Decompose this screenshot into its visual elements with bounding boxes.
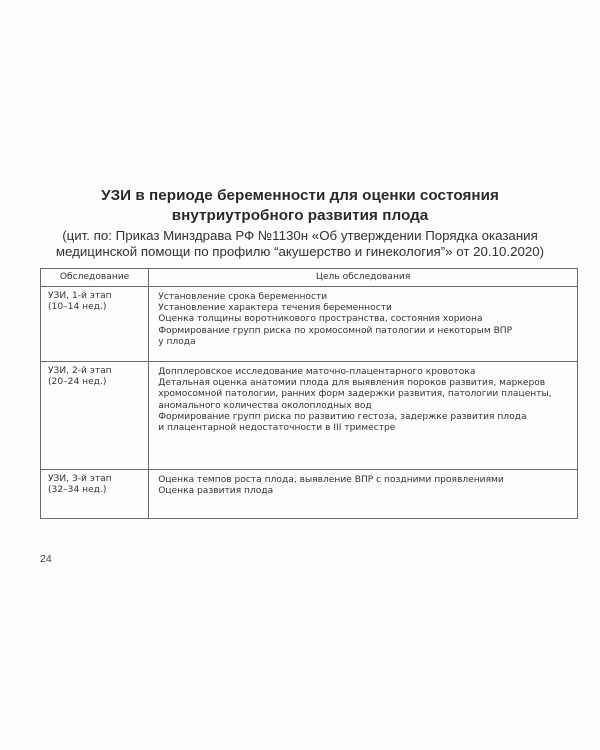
exam-weeks: (10–14 нед.) — [48, 302, 107, 313]
exam-weeks: (32–34 нед.) — [48, 485, 107, 496]
goal-line: Оценка развития плода — [158, 486, 274, 497]
goal-line: Установление характера течения беременности — [158, 303, 392, 314]
citation — [20, 228, 580, 260]
goal-line: у плода — [158, 336, 196, 347]
exam-cell — [41, 287, 149, 362]
exam-cell — [41, 470, 149, 519]
header-goal: Цель обследования — [149, 269, 578, 287]
table-row — [41, 362, 578, 470]
exam-cell — [41, 362, 149, 470]
table-header-row — [41, 269, 578, 287]
goal-line: и плацентарной недостаточности в III триместре — [158, 423, 396, 434]
exam-stage: УЗИ, 2-й этап — [48, 366, 112, 376]
page-number: 24 — [40, 553, 52, 565]
goal-cell — [149, 287, 578, 362]
goal-line: Формирование групп риска по развитию гестоза, задержке развития плода — [158, 411, 527, 422]
citation-line-2: медицинской помощи по профилю “акушерство и гинекология”» от 20.10.2020) — [55, 244, 545, 259]
title-line-1: УЗИ в периоде беременности для оценки состояния — [101, 187, 499, 204]
goal-cell — [149, 470, 578, 519]
goal-line: Оценка темпов роста плода, выявление ВПР с поздними проявлениями — [158, 475, 504, 485]
page-title — [20, 186, 580, 226]
goal-line: Допплеровское исследование маточно-плацентарного кровотока — [158, 367, 476, 377]
exam-weeks: (20–24 нед.) — [48, 377, 107, 388]
goal-line: аномального количества околоплодных вод — [158, 400, 372, 411]
exam-stage: УЗИ, 3-й этап — [48, 474, 112, 484]
title-line-2: внутриутробного развития плода — [171, 207, 429, 224]
ultrasound-table — [40, 268, 578, 519]
goal-line: хромосомной патологии, ранних форм задержки развития, патологии плаценты, — [158, 389, 552, 400]
exam-stage: УЗИ, 1-й этап — [48, 291, 112, 301]
goal-cell — [149, 362, 578, 470]
citation-line-1: (цит. по: Приказ Минздрава РФ №1130н «Об утверждении Порядка оказания — [62, 228, 538, 243]
table-row — [41, 287, 578, 362]
goal-line: Формирование групп риска по хромосомной патологии и некоторым ВПР — [158, 325, 513, 336]
goal-line: Детальная оценка анатомии плода для выявления пороков развития, маркеров — [158, 378, 546, 389]
table-row — [41, 470, 578, 519]
header-exam: Обследование — [41, 269, 149, 287]
goal-line: Установление срока беременности — [158, 292, 328, 302]
goal-line: Оценка толщины воротникового пространства, состояния хориона — [158, 314, 483, 325]
